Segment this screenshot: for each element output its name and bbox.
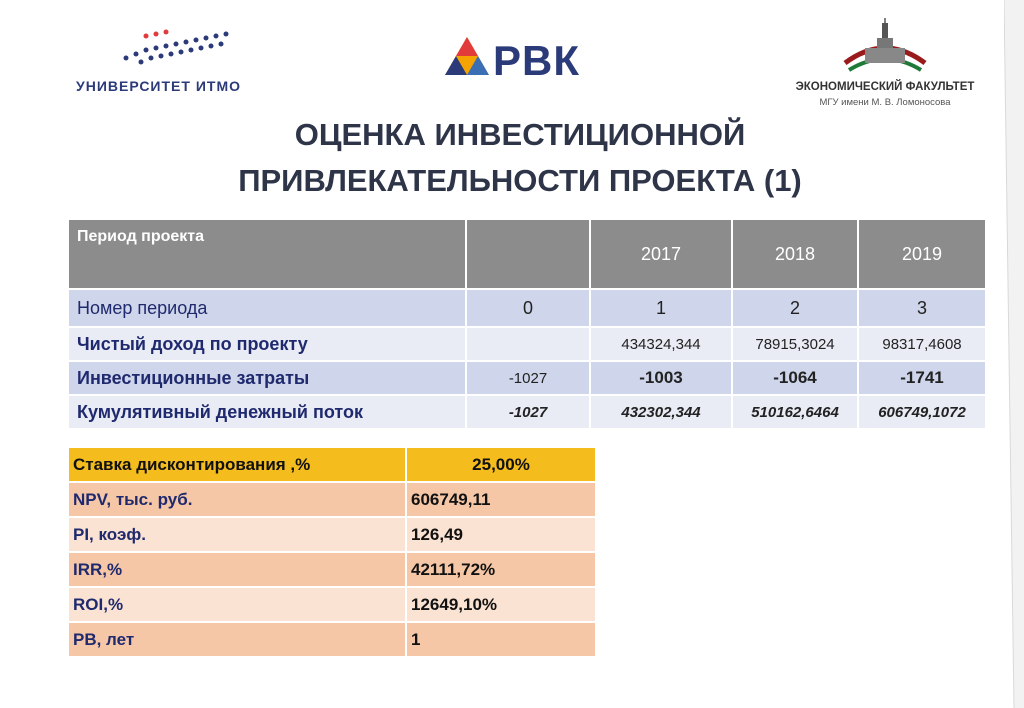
metric-value: 25,00% — [406, 447, 596, 482]
cell: 434324,344 — [590, 327, 732, 361]
table-row — [68, 482, 596, 517]
cell: -1003 — [590, 361, 732, 395]
itmo-logo — [76, 28, 276, 98]
table-row — [68, 289, 986, 327]
table-row — [68, 622, 596, 657]
title-line-2: ПРИВЛЕКАТЕЛЬНОСТИ ПРОЕКТА (1) — [238, 163, 802, 198]
cell: -1741 — [858, 361, 986, 395]
rvk-logo — [443, 35, 603, 95]
econ-faculty-name: ЭКОНОМИЧЕСКИЙ ФАКУЛЬТЕТ — [795, 81, 975, 93]
header-year-2018: 2018 — [732, 219, 858, 289]
cell: -1064 — [732, 361, 858, 395]
row-label: Кумулятивный денежный поток — [68, 395, 466, 429]
table-row — [68, 552, 596, 587]
econ-faculty-logo — [790, 18, 980, 113]
header-year-2017: 2017 — [590, 219, 732, 289]
cell: 2 — [732, 289, 858, 327]
corner-decoration — [1004, 0, 1024, 708]
msu-building-icon — [835, 18, 935, 78]
row-label: Номер периода — [68, 289, 466, 327]
metric-value: 42111,72% — [406, 552, 596, 587]
cell: 510162,6464 — [732, 395, 858, 429]
table-row — [68, 395, 986, 429]
row-label: Инвестиционные затраты — [68, 361, 466, 395]
cell — [466, 327, 590, 361]
table-row — [68, 327, 986, 361]
investment-metrics-table — [67, 446, 597, 658]
cell: 1 — [590, 289, 732, 327]
header-label: Период проекта — [68, 219, 466, 289]
metric-value: 1 — [406, 622, 596, 657]
table-header-row — [68, 219, 986, 289]
rvk-text: РВК — [493, 37, 580, 84]
page-title — [150, 112, 890, 204]
cell: 432302,344 — [590, 395, 732, 429]
header-year-2019: 2019 — [858, 219, 986, 289]
metric-label: IRR,% — [68, 552, 406, 587]
project-period-table — [67, 218, 987, 430]
metric-label: NPV, тыс. руб. — [68, 482, 406, 517]
metric-value: 12649,10% — [406, 587, 596, 622]
metric-label: PB, лет — [68, 622, 406, 657]
cell: 606749,1072 — [858, 395, 986, 429]
metric-value: 606749,11 — [406, 482, 596, 517]
cell: 78915,3024 — [732, 327, 858, 361]
table-row — [68, 587, 596, 622]
metric-label: PI, коэф. — [68, 517, 406, 552]
cell: 98317,4608 — [858, 327, 986, 361]
metric-label: Ставка дисконтирования ,% — [68, 447, 406, 482]
cell: 0 — [466, 289, 590, 327]
table-row — [68, 447, 596, 482]
cell: 3 — [858, 289, 986, 327]
rvk-triangle-icon — [443, 35, 491, 89]
itmo-name: УНИВЕРСИТЕТ ИТМО — [76, 78, 241, 94]
row-label: Чистый доход по проекту — [68, 327, 466, 361]
cell: -1027 — [466, 361, 590, 395]
title-line-1: ОЦЕНКА ИНВЕСТИЦИОННОЙ — [294, 117, 746, 152]
metric-value: 126,49 — [406, 517, 596, 552]
table-row — [68, 361, 986, 395]
msu-name: МГУ имени М. В. Ломоносова — [819, 97, 951, 108]
metric-label: ROI,% — [68, 587, 406, 622]
itmo-dots-icon — [116, 28, 246, 68]
cell: -1027 — [466, 395, 590, 429]
table-row — [68, 517, 596, 552]
header-blank — [466, 219, 590, 289]
